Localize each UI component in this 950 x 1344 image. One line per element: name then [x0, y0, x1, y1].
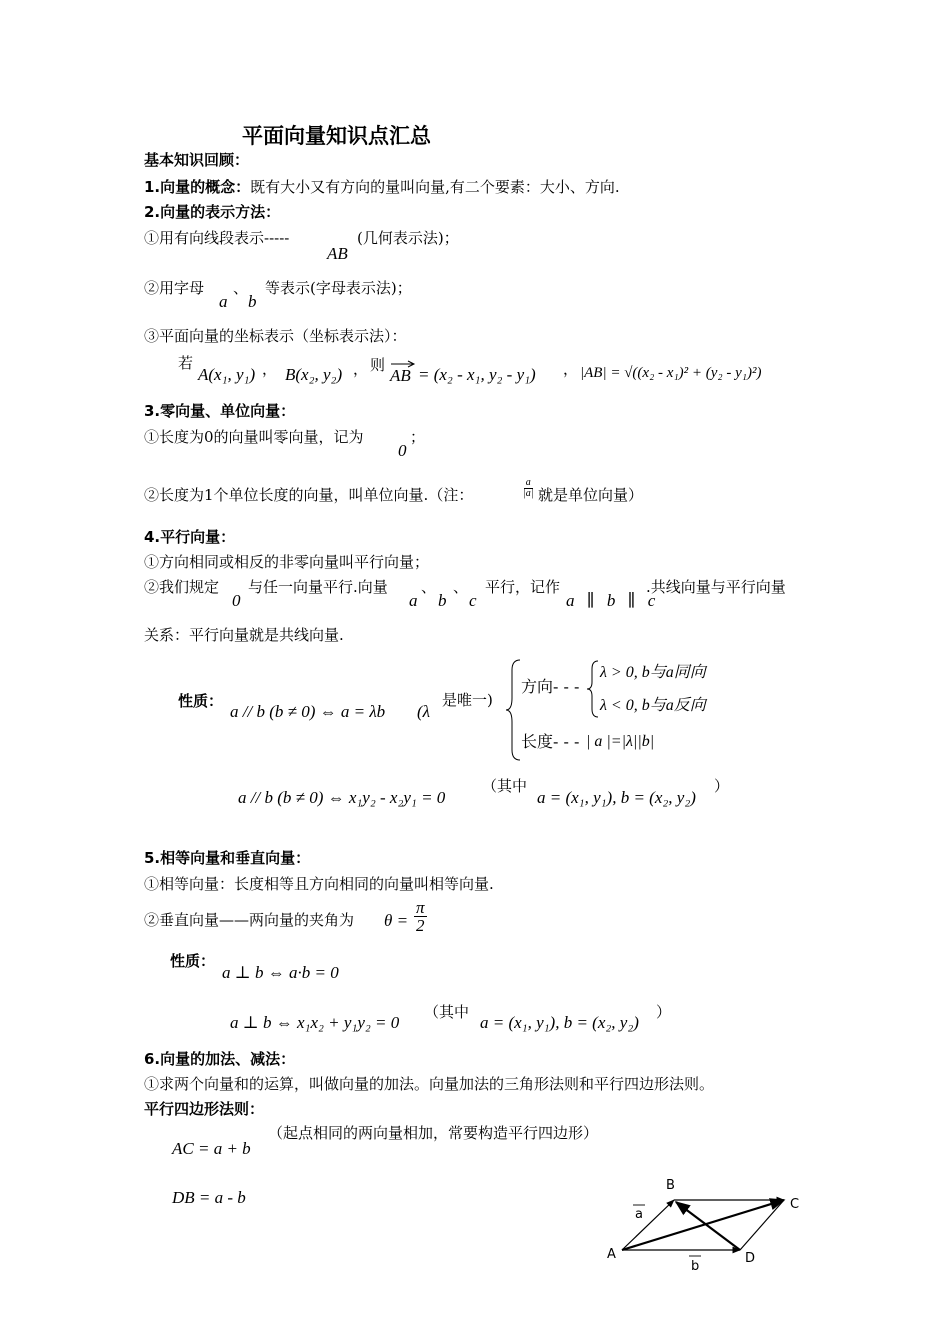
s5-prop-label: 性质：	[170, 952, 216, 970]
s4-prop-label: 性质：	[178, 692, 224, 710]
point-b-label: B	[666, 1178, 675, 1193]
coord-ab-label: AB	[390, 366, 411, 385]
unit-fraction-num: a	[525, 477, 531, 488]
dir-positive: λ > 0, b与a同向	[600, 664, 706, 681]
coord-modulus: |AB| = √((x₂ - x₁)² + (y₂ - y₁)²)	[580, 365, 762, 381]
vector-a-label: a	[635, 1207, 643, 1222]
s4-prop1-paren: (λ	[417, 702, 431, 721]
review-heading: 基本知识回顾：	[144, 151, 250, 169]
coord-ab-expr: = (x₂ - x₁, y₂ - y₁)	[418, 365, 536, 384]
s2-item2-sep: 、	[233, 279, 249, 297]
s2-item1-note: (几何表示法)；	[357, 229, 459, 247]
page-title: 平面向量知识点汇总	[242, 124, 431, 148]
s6-rule-heading: 平行四边形法则：	[144, 1100, 265, 1118]
vector-b-label: b	[691, 1259, 700, 1274]
s3-item1-zero: 0	[398, 441, 407, 460]
s4-item2-a: ②我们规定	[144, 578, 220, 596]
s6-item1: ①求两个向量和的运算，叫做向量的加法。向量加法的三角形法则和平行四边形法则。	[144, 1075, 715, 1093]
arrow-over-icon	[390, 359, 416, 369]
s4-item2-b: 与任一向量平行.向量	[248, 578, 388, 596]
parallelogram-figure	[600, 1170, 820, 1274]
s4-item1: ①方向相同或相反的非零向量叫平行向量；	[144, 553, 430, 571]
point-c-label: C	[790, 1197, 800, 1212]
s4-item2-zero: 0	[232, 591, 241, 610]
s4-prop2-expr: a // b (b ≠ 0) ⇔ x₁y₂ - x₂y₁ = 0	[238, 788, 446, 807]
point-a-label: A	[607, 1247, 616, 1262]
dir-negative: λ < 0, b与a反向	[600, 697, 706, 714]
s2-item3-text: ③平面向量的坐标表示（坐标表示法）：	[144, 327, 407, 345]
s5-pi-fraction	[414, 899, 427, 934]
s5-prop2-expr: a ⊥ b ⇔ x₁x₂ + y₁y₂ = 0	[230, 1013, 400, 1032]
s2-item1-vector	[327, 245, 348, 262]
section-1-text: 既有大小又有方向的量叫向量,有二个要素：大小、方向.	[250, 178, 620, 196]
len-expr: | a |=|λ||b|	[586, 733, 655, 750]
s4-item2-d: .共线向量与平行向量	[646, 578, 786, 596]
s6-db-expr: DB = a - b	[172, 1188, 246, 1207]
coord-a: A(x₁, y₁)	[198, 365, 256, 384]
s5-prop1-expr: a ⊥ b ⇔ a·b = 0	[222, 963, 339, 982]
s2-item2-a: a	[219, 292, 228, 311]
s5-prop2-where: （其中	[424, 1003, 470, 1021]
s5-item2-text: ②垂直向量——两向量的夹角为	[144, 911, 355, 929]
s6-ac-expr: AC = a + b	[172, 1139, 251, 1158]
s3-item2-text: ②长度为1个单位长度的向量，叫单位向量.（注：	[144, 486, 474, 504]
unit-vector-fraction	[523, 478, 534, 499]
s4-prop2-close: ）	[714, 777, 730, 795]
coord-then: 则	[370, 356, 386, 374]
section-4-heading: 4.平行向量：	[144, 528, 236, 546]
dir-label: 方向- - -	[521, 677, 580, 696]
s5-item1: ①相等向量：长度相等且方向相同的向量叫相等向量.	[144, 875, 494, 893]
section-1	[144, 180, 620, 195]
s4-item2-va: a	[409, 591, 418, 610]
section-2-heading: 2.向量的表示方法：	[144, 203, 281, 221]
s4-item2-parallel: a ∥ b ∥ c	[566, 591, 660, 610]
s2-item2-note: 等表示(字母表示法)；	[265, 279, 412, 297]
section-6-heading: 6.向量的加法、减法：	[144, 1050, 296, 1068]
coord-ab-vec	[390, 367, 411, 384]
s4-item2-line2: 关系：平行向量就是共线向量.	[144, 626, 344, 644]
s4-prop2-vals: a = (x₁, y₁), b = (x₂, y₂)	[537, 788, 696, 807]
coord-comma1: ，	[262, 360, 278, 378]
s4-item2-vb: b	[438, 591, 447, 610]
s5-prop2-close: ）	[656, 1003, 672, 1021]
s3-item1-text: ①长度为0的向量叫零向量，记为	[144, 428, 364, 446]
s4-item2-vc: c	[469, 591, 477, 610]
s5-prop2-vals: a = (x₁, y₁), b = (x₂, y₂)	[480, 1013, 639, 1032]
s4-item2-sep1: 、	[421, 578, 437, 596]
coord-b: B(x₂, y₂)	[285, 365, 343, 384]
diagonal-ac-line	[622, 1200, 784, 1250]
s5-theta: θ =	[384, 911, 409, 930]
pi-denominator: 2	[416, 916, 425, 935]
diagonal-db-line	[676, 1202, 740, 1250]
s4-item2-c: 平行，记作	[485, 578, 561, 596]
coord-comma2: ，	[353, 360, 369, 378]
s6-ac-note: （起点相同的两向量相加，常要构造平行四边形）	[268, 1124, 599, 1142]
s2-item1-text: ①用有向线段表示-----	[144, 229, 290, 247]
section-5-heading: 5.相等向量和垂直向量：	[144, 849, 311, 867]
s4-prop1-expr: a // b (b ≠ 0) ⇔ a = λb	[230, 702, 386, 721]
section-1-heading: 1.向量的概念：	[144, 178, 251, 196]
s4-item2-sep2: 、	[453, 578, 469, 596]
s2-item2-text: ②用字母	[144, 279, 205, 297]
s2-item2-b: b	[248, 292, 257, 311]
vector-ab: AB	[327, 244, 348, 263]
unit-fraction-den: |a|	[523, 488, 534, 499]
section-3-heading: 3.零向量、单位向量：	[144, 402, 296, 420]
coord-comma3: ，	[563, 360, 579, 378]
len-label: 长度- - -	[521, 732, 580, 751]
point-d-label: D	[745, 1251, 756, 1266]
coord-if: 若	[178, 354, 194, 372]
s4-prop1-unique: 是唯一)	[442, 691, 493, 709]
s3-item1-end: ；	[410, 428, 426, 446]
s4-prop2-where: （其中	[482, 777, 528, 795]
pi-numerator: π	[416, 898, 425, 917]
s3-item2-end: 就是单位向量）	[538, 486, 644, 504]
